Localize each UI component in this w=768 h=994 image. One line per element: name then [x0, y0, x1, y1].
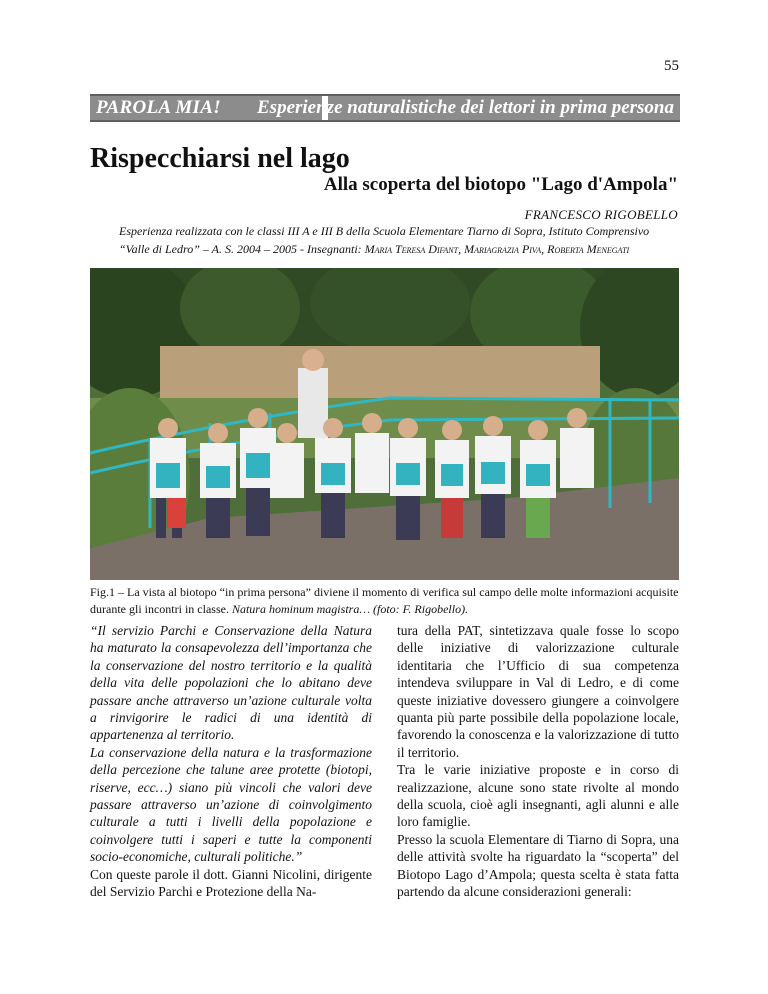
photo-shirt-print: [481, 462, 505, 484]
figure-caption-italic: Natura hominum magistra… (foto: F. Rigobello).: [231, 602, 469, 616]
section-subtitle: Esperienze naturalistiche dei lettori in prima persona: [257, 97, 674, 118]
photo-reeds: [160, 346, 600, 401]
credits-line-2-prefix: “Valle di Ledro” – A. S. 2004 – 2005 - Insegnanti:: [119, 242, 365, 256]
photo-child-head: [567, 408, 587, 428]
group-photo-illustration: [90, 268, 679, 580]
photo-child-head: [398, 418, 418, 438]
quote-paragraph-2: La conservazione della natura e la trasformazione della percezione che talune aree protette (biotopi, riserve, ecc…) siano più vincoli che valori deve passare attraverso un’azione di coinvolgimento culturale a tutti i livelli della popolazione e coinvolgere tutti i saperi e tutte la componenti socio-economiche, culturali politiche.”: [90, 744, 372, 865]
photo-child-head: [528, 420, 548, 440]
page-number: 55: [664, 58, 679, 74]
article-subtitle: Alla scoperta del biotopo "Lago d'Ampola": [323, 174, 678, 195]
quote-paragraph-1: “Il servizio Parchi e Conservazione della Natura ha maturato la consapevolezza dell’importanza che la conservazione del nostro territorio e la qualità della vita delle popolazioni che lo abitano deve passare anche attraverso un’azione culturale volta a rinvigorire le radici di una identità di appartenenza al territorio.: [90, 623, 372, 743]
article-credits: [119, 222, 679, 258]
photo-legs: [481, 494, 505, 538]
photo-shirt-print: [246, 453, 270, 478]
teachers-names: Maria Teresa Difant, Mariagrazia Piva, Roberta Menegati: [364, 242, 630, 256]
body-paragraph-3: Presso la scuola Elementare di Tiarno di Sopra, una delle attività svolte ha riguardato la “scoperta” del Biotopo Lago d’Ampola; questa scelta è stata fatta partendo da alcune considerazioni generali:: [397, 831, 679, 900]
figure-caption: [90, 584, 680, 618]
photo-legs: [321, 493, 345, 538]
photo-adult-head: [302, 349, 324, 371]
photo-child-head: [323, 418, 343, 438]
photo-child-head: [362, 413, 382, 433]
photo-legs: [246, 488, 270, 536]
photo-child: [560, 428, 594, 488]
photo-red-shorts: [168, 498, 186, 528]
photo-shirt-print: [206, 466, 230, 488]
photo-child: [270, 443, 304, 498]
photo-shirt-print: [156, 463, 180, 488]
photo-shirt-print: [441, 464, 463, 486]
body-paragraph-1: tura della PAT, sintetizzava quale fosse lo scopo delle iniziative di valorizzazione culturale identitaria che l’Ufficio di sua competenza intendeva sviluppare in Val di Ledro, e di come queste iniziative dovessero giungere a coinvolgere quanta più parte possibile della popolazione locale, favorendo la conoscenza e la valorizzazione di tutto il territorio.: [397, 623, 679, 760]
section-rubric: PAROLA MIA!: [96, 97, 221, 118]
photo-red-pants: [441, 498, 463, 538]
body-column-right: [397, 622, 679, 901]
photo-child-head: [277, 423, 297, 443]
photo-green-pants: [526, 498, 550, 538]
photo-child-head: [483, 416, 503, 436]
section-banner: [90, 94, 680, 122]
photo-child-head: [442, 420, 462, 440]
photo-child-head: [248, 408, 268, 428]
group-photo: [90, 268, 679, 580]
photo-legs: [206, 498, 230, 538]
photo-legs: [396, 496, 420, 540]
body-paragraph-intro: Con queste parole il dott. Gianni Nicolini, dirigente del Servizio Parchi e Protezione della Na-: [90, 866, 372, 900]
body-paragraph-2: Tra le varie iniziative proposte e in corso di realizzazione, alcune sono state rivolte al mondo della scuola, cioè agli insegnanti, agli alunni e alle loro famiglie.: [397, 762, 679, 830]
body-column-left: [90, 622, 372, 901]
figure-caption-text: Fig.1 – La vista al biotopo “in prima persona” diviene il momento di verifica sul campo delle molte informazioni acquisite durante gli incontri in classe.: [90, 585, 679, 616]
photo-shirt-print: [321, 463, 345, 485]
photo-shirt-print: [396, 463, 420, 485]
photo-shirt-print: [526, 464, 550, 486]
author-name: FRANCESCO RIGOBELLO: [524, 207, 678, 222]
photo-child-head: [208, 423, 228, 443]
article-title: Rispecchiarsi nel lago: [90, 143, 350, 174]
photo-child: [355, 433, 389, 493]
photo-leg: [156, 498, 166, 538]
photo-child-head: [158, 418, 178, 438]
credits-line-1: Esperienza realizzata con le classi III A e III B della Scuola Elementare Tiarno di Sopra, Istituto Comprensivo: [119, 224, 650, 238]
